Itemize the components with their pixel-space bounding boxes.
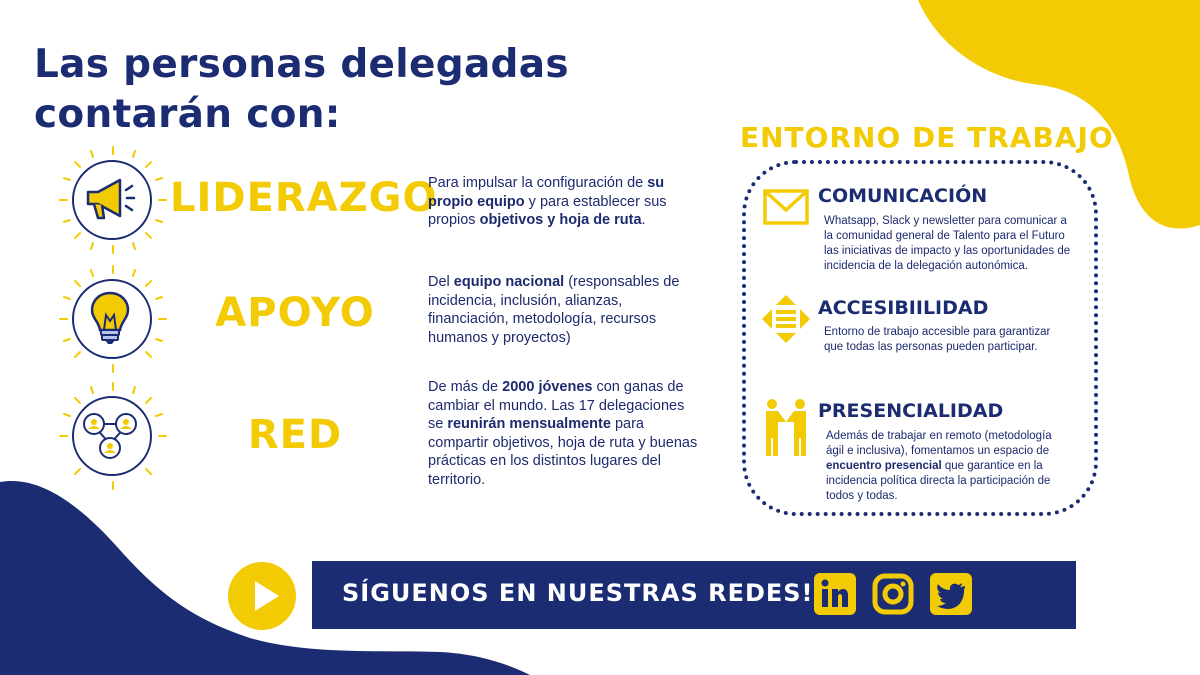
environment-text-accesibilidad: Entorno de trabajo accesible para garantizar que todas las personas pueden participar.	[824, 326, 1051, 353]
environment-heading-comunicacion: COMUNICACIÓN	[818, 185, 988, 207]
linkedin-button[interactable]	[814, 573, 856, 615]
environment-heading-presencialidad: PRESENCIALIDAD	[818, 400, 1004, 422]
instagram-icon	[872, 573, 914, 615]
page-title	[34, 40, 654, 140]
play-button[interactable]	[228, 562, 296, 630]
pillar-red: RED	[247, 412, 343, 458]
title-line-2: contarán con:	[34, 92, 341, 137]
arrows-icon	[760, 293, 812, 345]
linkedin-icon	[814, 573, 856, 615]
follow-us-bar	[312, 561, 1076, 629]
environment-text-presencialidad: Además de trabajar en remoto (metodología ágil e inclusiva), fomentamos un espacio de encuentro presencial que garantice en la incidencia política directa la participación de todos y todas.	[826, 430, 1052, 502]
pillar-apoyo: APOYO	[215, 290, 375, 336]
pillar-apoyo-description: Del equipo nacional (responsables de incidencia, inclusión, alianzas, financiación, metodología, recursos humanos y proyectos)	[428, 274, 680, 346]
environment-title: ENTORNO DE TRABAJO	[740, 121, 1114, 154]
pillar-red-description: De más de 2000 jóvenes con ganas de cambiar el mundo. Las 17 delegaciones se reunirán mensualmente para compartir objetivos, hoja de ruta y buenas prácticas en los distintos lugares del territorio.	[428, 379, 698, 488]
handshake-icon	[762, 398, 810, 458]
title-line-1: Las personas delegadas	[34, 42, 569, 87]
pillar-liderazgo: LIDERAZGO	[170, 175, 438, 221]
pillar-icon-circle	[72, 160, 152, 240]
envelope-icon	[762, 188, 810, 226]
twitter-button[interactable]	[930, 573, 972, 615]
pillar-liderazgo-description: Para impulsar la configuración de su propio equipo y para establecer sus propios objetivos y hoja de ruta.	[428, 175, 667, 228]
play-icon	[228, 562, 296, 630]
environment-heading-accesibilidad: ACCESIBIILIDAD	[818, 297, 989, 319]
megaphone-icon	[72, 160, 148, 236]
lightbulb-icon	[72, 279, 148, 355]
environment-text-comunicacion: Whatsapp, Slack y newsletter para comunicar a la comunidad general de Talento para el Futuro las iniciativas de impacto y las oportunidades de incidencia de la delegación autonómica.	[824, 215, 1071, 272]
follow-us-text: SÍGUENOS EN NUESTRAS REDES!	[342, 579, 814, 607]
twitter-icon	[930, 573, 972, 615]
instagram-button[interactable]	[872, 573, 914, 615]
pillar-icon-circle	[72, 279, 152, 359]
network-people-icon	[72, 396, 148, 472]
pillar-icon-circle	[72, 396, 152, 476]
